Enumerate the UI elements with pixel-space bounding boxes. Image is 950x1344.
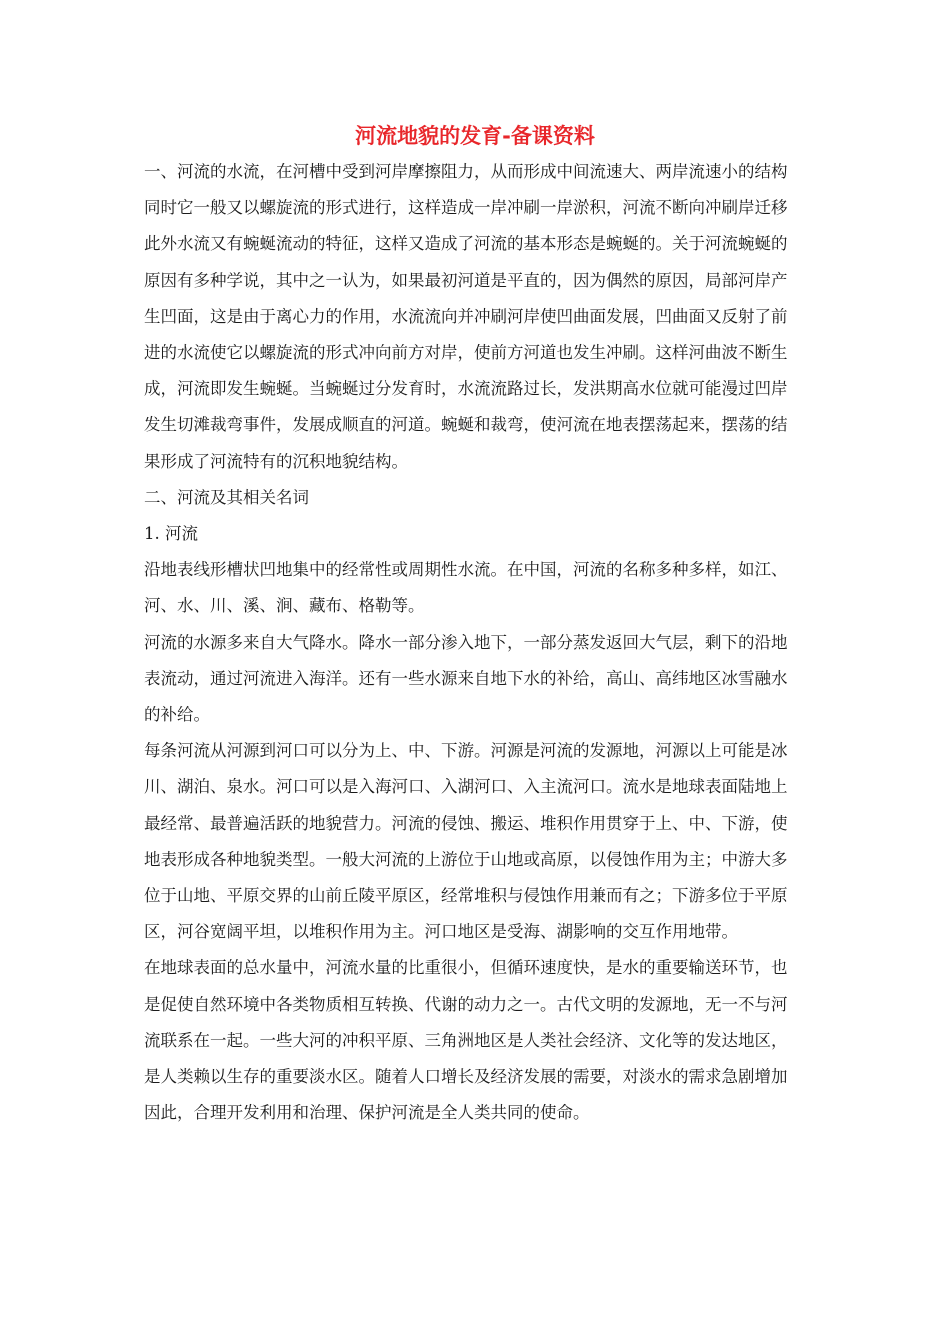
text-line: 因此，合理开发利用和治理、保护河流是全人类共同的使命。 — [144, 1103, 590, 1123]
text-line: 沿地表线形槽状凹地集中的经常性或周期性水流。在中国，河流的名称多种多样，如江、 — [144, 560, 788, 580]
text-line: 地表形成各种地貌类型。一般大河流的上游位于山地或高原，以侵蚀作用为主；中游大多 — [144, 849, 788, 869]
text-line: 在地球表面的总水量中，河流水量的比重很小，但循环速度快，是水的重要输送环节，也 — [144, 958, 788, 978]
text-line: 河流的水源多来自大气降水。降水一部分渗入地下，一部分蒸发返回大气层，剩下的沿地 — [144, 632, 788, 652]
text-line: 每条河流从河源到河口可以分为上、中、下游。河源是河流的发源地，河源以上可能是冰 — [144, 741, 788, 761]
document-body — [144, 154, 806, 1131]
text-line: 位于山地、平原交界的山前丘陵平原区，经常堆积与侵蚀作用兼而有之；下游多位于平原 — [144, 886, 788, 906]
text-line: 区，河谷宽阔平坦，以堆积作用为主。河口地区是受海、湖影响的交互作用地带。 — [144, 922, 738, 942]
document-title: 河流地貌的发育-备课资料 — [355, 124, 595, 148]
subsection-heading: 1. 河流 — [144, 524, 198, 544]
text-line: 是人类赖以生存的重要淡水区。随着人口增长及经济发展的需要，对淡水的需求急剧增加 — [144, 1067, 788, 1087]
text-line: 此外水流又有蜿蜒流动的特征，这样又造成了河流的基本形态是蜿蜒的。关于河流蜿蜒的 — [144, 234, 788, 254]
text-line: 进的水流使它以螺旋流的形式冲向前方对岸，使前方河道也发生冲刷。这样河曲波不断生 — [144, 343, 788, 363]
text-line: 生凹面，这是由于离心力的作用，水流流向并冲刷河岸使凹曲面发展，凹曲面又反射了前 — [144, 306, 788, 326]
text-line: 原因有多种学说，其中之一认为，如果最初河道是平直的，因为偶然的原因，局部河岸产 — [144, 270, 788, 290]
text-line: 成，河流即发生蜿蜒。当蜿蜒过分发育时，水流流路过长，发洪期高水位就可能漫过凹岸 — [144, 379, 788, 399]
text-line: 同时它一般又以螺旋流的形式进行，这样造成一岸冲刷一岸淤积，河流不断向冲刷岸迁移 — [144, 198, 788, 218]
section-heading: 二、河流及其相关名词 — [144, 487, 309, 507]
text-line: 流联系在一起。一些大河的冲积平原、三角洲地区是人类社会经济、文化等的发达地区， — [144, 1030, 788, 1050]
text-line: 表流动，通过河流进入海洋。还有一些水源来自地下水的补给，高山、高纬地区冰雪融水 — [144, 668, 788, 688]
text-line: 一、河流的水流，在河槽中受到河岸摩擦阻力，从而形成中间流速大、两岸流速小的结构 — [144, 162, 788, 181]
text-line: 川、湖泊、泉水。河口可以是入海河口、入湖河口、入主流河口。流水是地球表面陆地上 — [144, 777, 788, 797]
text-line: 最经常、最普遍活跃的地貌营力。河流的侵蚀、搬运、堆积作用贯穿于上、中、下游，使 — [144, 813, 788, 833]
text-line: 发生切滩裁弯事件，发展成顺直的河道。蜿蜒和裁弯，使河流在地表摆荡起来，摆荡的结 — [144, 415, 788, 435]
text-line: 是促使自然环境中各类物质相互转换、代谢的动力之一。古代文明的发源地，无一不与河 — [144, 994, 788, 1014]
text-line: 河、水、川、溪、涧、藏布、格勒等。 — [144, 596, 425, 616]
text-line: 的补给。 — [144, 705, 210, 725]
text-line: 果形成了河流特有的沉积地貌结构。 — [144, 451, 408, 471]
